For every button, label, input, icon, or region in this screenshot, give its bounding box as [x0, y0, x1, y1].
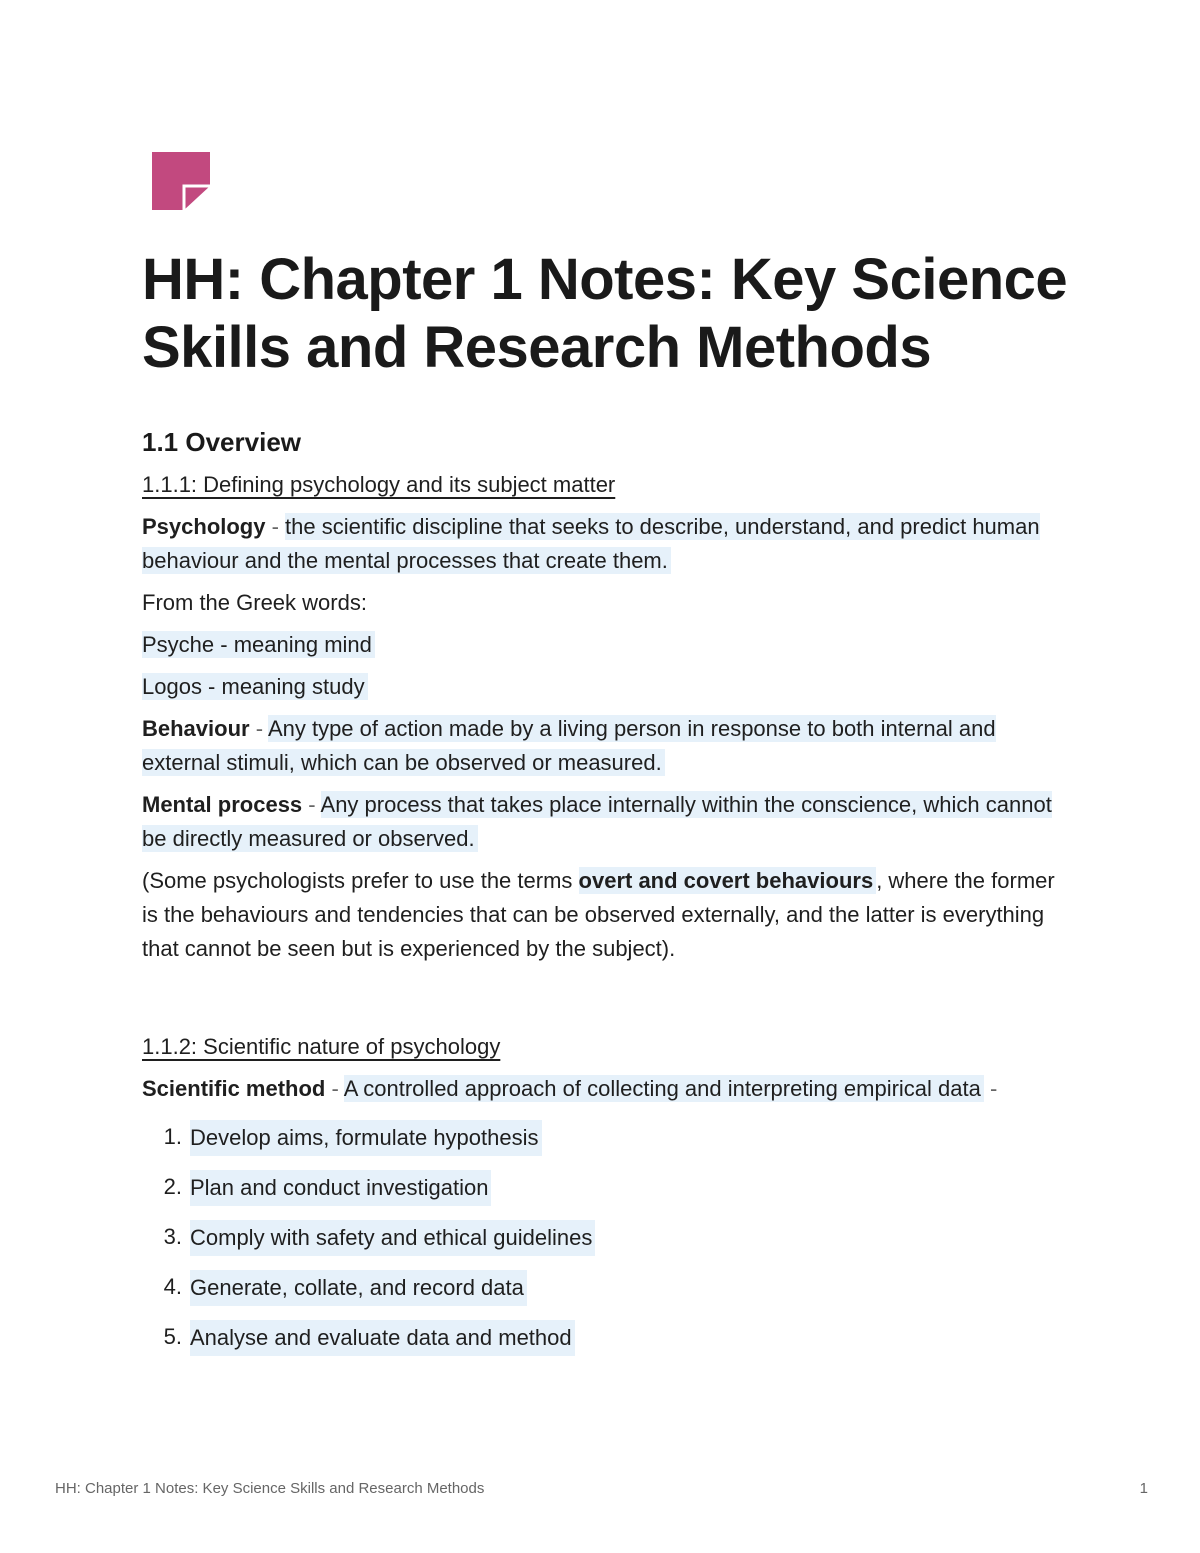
definition-mental-process	[142, 788, 1072, 856]
list-item-number: 1.	[163, 1124, 182, 1149]
term-dash: -	[249, 716, 268, 741]
note-text-after: , where the former is the behaviours and tendencies that can be observed externally, and the latter is everything that cannot be seen but is experienced by the subject).	[142, 868, 1055, 961]
list-item-text: Plan and conduct investigation	[190, 1170, 491, 1206]
list-item-text: Comply with safety and ethical guidelines	[190, 1220, 595, 1256]
list-item-text: Develop aims, formulate hypothesis	[190, 1120, 542, 1156]
term-behaviour: Behaviour	[142, 716, 250, 741]
document-body	[142, 424, 1072, 1356]
section-heading-overview: 1.1 Overview	[142, 427, 301, 457]
definition-scientific-method	[142, 1072, 1072, 1106]
spacer	[142, 966, 1072, 1022]
footer-page-number: 1	[1139, 1480, 1148, 1497]
term-psychology: Psychology	[142, 514, 266, 539]
definition-psychology	[142, 510, 1072, 578]
term-mental-process: Mental process	[142, 792, 303, 817]
subsection-heading-defining: 1.1.1: Defining psychology and its subject matter	[142, 472, 616, 497]
definition-text: the scientific discipline that seeks to describe, understand, and predict human behaviour and the mental processes that create them.	[142, 514, 1040, 573]
note-overt-covert	[142, 864, 1072, 966]
note-text-before: (Some psychologists prefer to use the terms	[142, 868, 579, 893]
list-item	[142, 1170, 1072, 1206]
page-title: HH: Chapter 1 Notes: Key Science Skills and Research Methods	[142, 247, 1068, 380]
list-item	[142, 1270, 1072, 1306]
psyche-text: Psyche - meaning mind	[142, 631, 375, 658]
definition-text: Any type of action made by a living person in response to both internal and external stimuli, which can be observed or measured.	[142, 716, 996, 775]
term-dash: -	[265, 514, 286, 539]
list-item	[142, 1220, 1072, 1256]
term-dash: -	[302, 792, 321, 817]
definition-tail: -	[983, 1076, 998, 1101]
definition-behaviour	[142, 712, 1072, 780]
list-item-text: Generate, collate, and record data	[190, 1270, 527, 1306]
term-dash: -	[325, 1076, 344, 1101]
definition-text: Any process that takes place internally within the conscience, which cannot be directly measured or observed.	[142, 792, 1052, 851]
list-item-number: 5.	[163, 1324, 182, 1349]
greek-intro: From the Greek words:	[142, 590, 367, 615]
greek-psyche	[142, 628, 1072, 662]
list-item-text: Analyse and evaluate data and method	[190, 1320, 575, 1356]
term-scientific-method: Scientific method	[142, 1076, 326, 1101]
list-item	[142, 1320, 1072, 1356]
note-bold-term: overt and covert behaviours	[579, 867, 877, 894]
greek-logos	[142, 670, 1072, 704]
note-icon	[152, 152, 212, 212]
list-item-number: 3.	[163, 1224, 182, 1249]
list-item-number: 4.	[163, 1274, 182, 1299]
footer-document-title: HH: Chapter 1 Notes: Key Science Skills and Research Methods	[55, 1480, 485, 1497]
scientific-method-steps	[142, 1120, 1072, 1356]
list-item-number: 2.	[163, 1174, 182, 1199]
list-item	[142, 1120, 1072, 1156]
logos-text: Logos - meaning study	[142, 673, 368, 700]
definition-text: A controlled approach of collecting and interpreting empirical data	[344, 1075, 984, 1102]
subsection-heading-scientific: 1.1.2: Scientific nature of psychology	[142, 1034, 501, 1059]
